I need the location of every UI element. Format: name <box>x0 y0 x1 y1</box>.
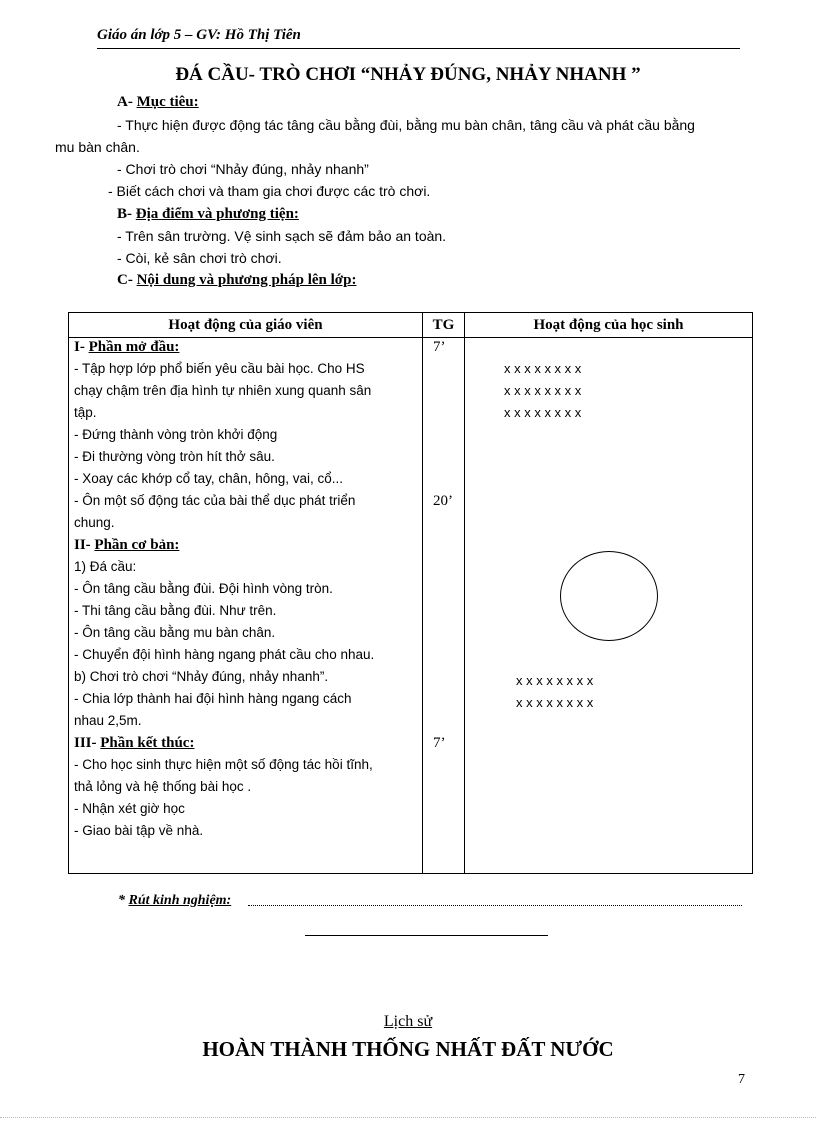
part-3-heading <box>74 735 194 752</box>
teacher-line: - Đứng thành vòng tròn khởi động <box>74 427 278 442</box>
formation-row: x x x x x x x x <box>504 405 582 420</box>
teacher-line: b) Chơi trò chơi “Nhảy đúng, nhảy nhanh”. <box>74 669 329 684</box>
lesson-table <box>68 312 753 874</box>
formation-row: x x x x x x x x <box>516 695 594 710</box>
section-c-label: Nội dung và phương pháp lên lớp: <box>136 272 357 288</box>
part-1-prefix: I- <box>74 339 85 355</box>
next-lesson-title: HOÀN THÀNH THỐNG NHẤT ĐẤT NƯỚC <box>202 1037 614 1061</box>
section-a-heading <box>117 94 199 111</box>
section-a-label: Mục tiêu: <box>136 94 199 110</box>
part-1-heading <box>74 339 179 356</box>
experience-note <box>118 893 231 909</box>
teacher-line: - Tập hợp lớp phổ biến yêu cầu bài học. Cho HS <box>74 361 365 376</box>
experience-label: Rút kinh nghiệm: <box>128 893 232 908</box>
part-3-prefix: III- <box>74 735 97 751</box>
location-line: - Trên sân trường. Vệ sinh sạch sẽ đảm bảo an toàn. <box>117 228 447 244</box>
teacher-line: - Chuyển đội hình hàng ngang phát cầu cho nhau. <box>74 647 375 662</box>
teacher-line: 1) Đá cầu: <box>74 559 137 574</box>
teacher-line: - Đi thường vòng tròn hít thở sâu. <box>74 449 275 464</box>
part-3-label: Phần kết thúc: <box>100 735 195 751</box>
student-activities-cell <box>465 338 753 874</box>
teacher-line: - Nhận xét giờ học <box>74 801 185 816</box>
teacher-line: - Ôn tâng cầu bằng đùi. Đội hình vòng tròn. <box>74 581 333 596</box>
part-1-label: Phần mở đầu: <box>88 339 180 355</box>
formation-row: x x x x x x x x <box>504 383 582 398</box>
teacher-line: - Ôn tâng cầu bằng mu bàn chân. <box>74 625 276 640</box>
header-teacher: Hoạt động của giáo viên <box>69 313 423 338</box>
part-2-label: Phần cơ bản: <box>94 537 180 553</box>
part-2-heading <box>74 537 179 554</box>
circle-formation <box>560 551 658 641</box>
formation-row: x x x x x x x x <box>504 361 582 376</box>
objective-line: - Biết cách chơi và tham gia chơi được các trò chơi. <box>108 183 431 199</box>
dotted-line <box>248 905 742 906</box>
page-number: 7 <box>738 1072 745 1087</box>
objective-line: - Chơi trò chơi “Nhảy đúng, nhảy nhanh” <box>117 161 369 177</box>
time-part-3: 7’ <box>433 735 446 751</box>
part-2-prefix: II- <box>74 537 91 553</box>
teacher-line: - Xoay các khớp cổ tay, chân, hông, vai, cổ... <box>74 471 343 486</box>
separator-line <box>305 935 548 936</box>
time-part-2: 20’ <box>433 493 453 509</box>
teacher-line: - Giao bài tập về nhà. <box>74 823 204 838</box>
page-header: Giáo án lớp 5 – GV: Hồ Thị Tiên <box>97 27 740 49</box>
teacher-line: tập. <box>74 405 97 420</box>
formation-row: x x x x x x x x <box>516 673 594 688</box>
teacher-line: thả lỏng và hệ thống bài học . <box>74 779 252 794</box>
teacher-line: nhau 2,5m. <box>74 713 142 728</box>
teacher-line: - Ôn một số động tác của bài thể dục phát triển <box>74 493 356 508</box>
section-b-label: Địa điểm và phương tiện: <box>135 206 299 222</box>
header-student: Hoạt động của học sinh <box>465 313 753 338</box>
location-line: - Còi, kẻ sân chơi trò chơi. <box>117 250 282 266</box>
page-bottom-border <box>0 1117 816 1118</box>
teacher-activities-cell <box>69 338 423 874</box>
time-part-1: 7’ <box>433 339 446 355</box>
section-a-prefix: A- <box>117 94 133 110</box>
header-time: TG <box>423 313 465 338</box>
section-c-prefix: C- <box>117 272 133 288</box>
objective-line: mu bàn chân. <box>55 139 140 155</box>
teacher-line: - Thi tâng cầu bằng đùi. Như trên. <box>74 603 277 618</box>
next-subject: Lịch sử <box>383 1013 433 1030</box>
lesson-title: ĐÁ CẦU- TRÒ CHƠI “NHẢY ĐÚNG, NHẢY NHANH ” <box>175 64 641 85</box>
section-b-heading <box>117 206 299 223</box>
time-cell <box>423 338 465 874</box>
teacher-line: chung. <box>74 515 115 530</box>
section-b-prefix: B- <box>117 206 132 222</box>
teacher-line: chạy chậm trên địa hình tự nhiên xung quanh sân <box>74 383 372 398</box>
teacher-line: - Cho học sinh thực hiện một số động tác hồi tĩnh, <box>74 757 373 772</box>
objective-line: - Thực hiện được động tác tâng cầu bằng đùi, bằng mu bàn chân, tâng cầu và phát cầu bằng <box>117 117 695 133</box>
teacher-line: - Chia lớp thành hai đội hình hàng ngang cách <box>74 691 352 706</box>
experience-star: * <box>118 893 125 908</box>
section-c-heading <box>117 272 356 289</box>
